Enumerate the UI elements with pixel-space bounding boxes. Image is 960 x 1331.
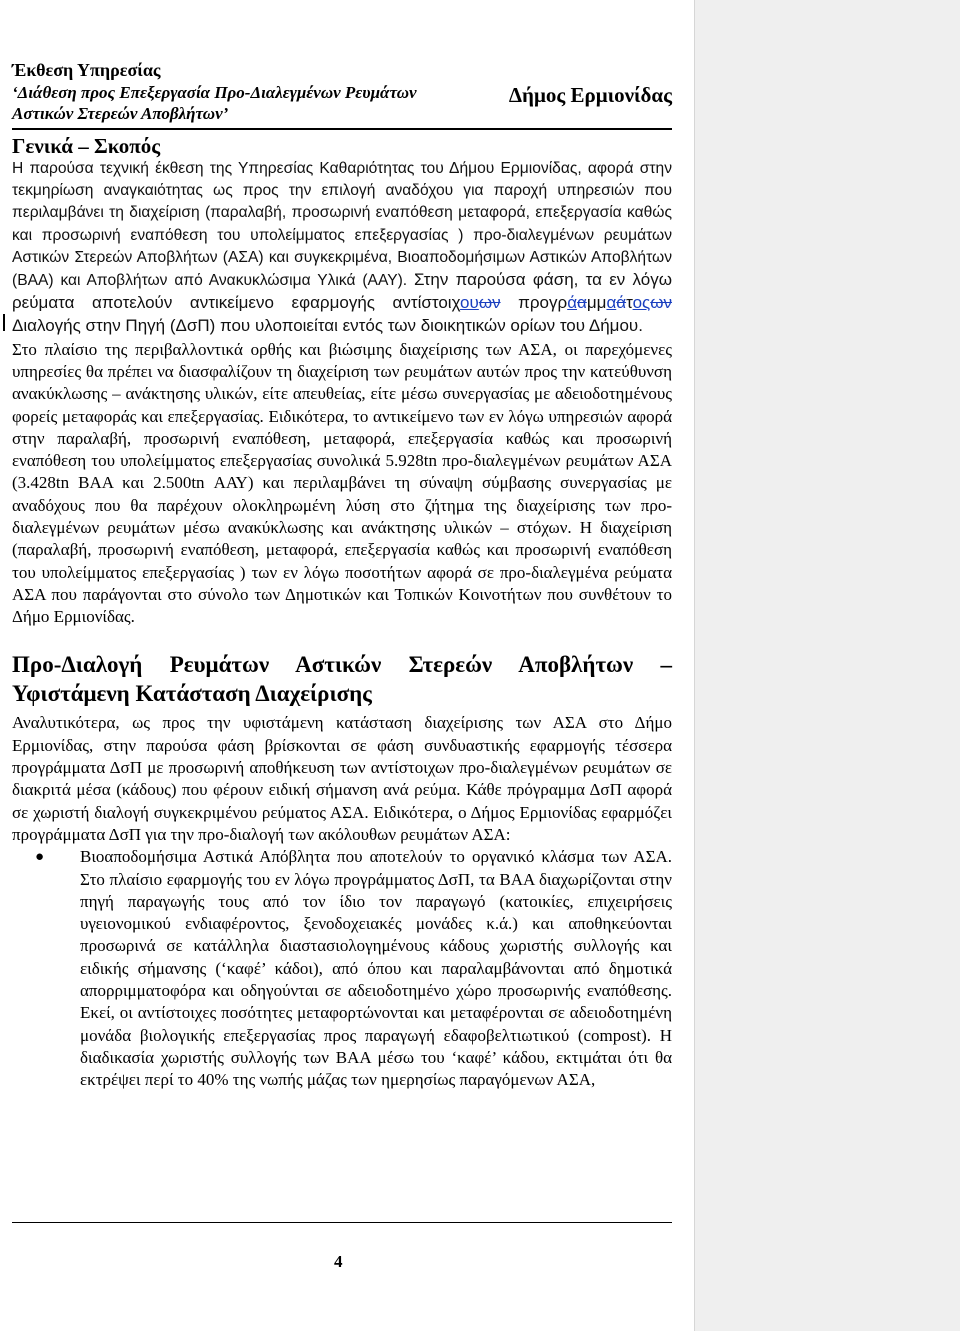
text-run: προγρ bbox=[500, 293, 568, 313]
markup-margin-pane bbox=[694, 0, 960, 1331]
bullet-icon: ● bbox=[35, 849, 45, 866]
list-item bbox=[12, 846, 672, 1091]
header-title: Έκθεση Υπηρεσίας bbox=[12, 60, 161, 80]
deleted-text: ων bbox=[478, 293, 501, 313]
inserted-text: α bbox=[606, 293, 617, 313]
header-municipality: Δήμος Ερμιονίδας bbox=[508, 83, 672, 107]
intro-paragraph bbox=[12, 158, 672, 339]
inserted-text: ου bbox=[460, 293, 479, 313]
deleted-text: ων bbox=[650, 293, 673, 313]
bullet-list bbox=[12, 846, 672, 1091]
page-header bbox=[12, 0, 672, 130]
deleted-text: ά bbox=[616, 293, 627, 313]
body-paragraph: Αναλυτικότερα, ως προς την υφιστάμενη κατάσταση διαχείρισης των ΑΣΑ στο Δήμο Ερμιονίδας, στην παρούσα φάση βρίσκονται σε φάση συνδυαστικής εφαρμογής τέσσερα προγράμματα ΔσΠ με προσωρινή αποθήκευση των αντίστοιχων προ-διαλεγμένων ρευμάτων σε διακριτά μέσα (κάδους) που φέρουν ειδική σήμανση ανά ρεύμα. Κάθε πρόγραμμα ΔσΠ αφορά σε χωριστή διαλογή συγκεκριμένου ρεύματος ΑΣΑ. Ειδικότερα, ο Δήμος Ερμιονίδας εφαρμόζει προγράμματα ΔσΠ για την προ-διαλογή των ακόλουθων ρευμάτων ΑΣΑ: bbox=[12, 713, 672, 844]
list-item-text: Βιοαποδομήσιμα Αστικά Απόβλητα που αποτελούν το οργανικό κλάσμα των ΑΣΑ. Στο πλαίσιο εφαρμογής του εν λόγω προγράμματος ΔσΠ, τα ΒΑΑ διαχωρίζονται στην πηγή παραγωγής τους από τον ίδιο τον παραγωγό (κατοικίες, επιχειρήσεις υγειονομικού ενδιαφέροντος, ξενοδοχειακές μονάδες κ.ά.) και αποθηκεύονται προσωρινά σε κατάλληλα διαστασιολογημένους κάδους χωριστής συλλογής και ειδικής σήμανσης (‘καφέ’ κάδοι), από όπου και παραλαμβάνονται από δημοτικά απορριμματοφόρα και οδηγούνται σε αδειοδοτημένο χώρο προσωρινής εναπόθεσης. Εκεί, οι αντίστοιχες ποσότητες μεταφορτώνονται και μεταφέρονται σε αδειοδοτημένη μονάδα βιολογικής επεξεργασίας προς παραγωγή εδαφοβελτιωτικού (compost). Η διαδικασία χωριστής συλλογής των ΒΑΑ μέσω του ‘καφέ’ κάδου, εκτιμάται ότι θα εκτρέψει περί το 40% της νωπής μάζας των ημερησίως παραγόμενων ΑΣΑ, bbox=[80, 847, 672, 1090]
header-subtitle: ‘Διάθεση προς Επεξεργασία Προ-Διαλεγμένων Ρευμάτων Αστικών Στερεών Αποβλήτων’ bbox=[12, 83, 417, 123]
inserted-text: ά bbox=[567, 293, 578, 313]
text-run: Διαλογής στην Πηγή (ΔσΠ) που υλοποιείται εντός των διοικητικών ορίων του Δήμου. bbox=[12, 316, 643, 336]
footer-rule bbox=[12, 1222, 672, 1223]
text-run: τ bbox=[626, 293, 633, 313]
section-heading-general: Γενικά – Σκοπός bbox=[12, 134, 161, 158]
change-bar bbox=[3, 314, 5, 331]
deleted-text: α bbox=[577, 293, 587, 313]
inserted-text: ος bbox=[632, 293, 651, 313]
page-number: 4 bbox=[334, 1252, 343, 1271]
section-heading-pre-sorting: Προ-Διαλογή Ρευμάτων Αστικών Στερεών Αποβλήτων – Υφιστάμενη Κατάσταση Διαχείρισης bbox=[12, 652, 672, 707]
page-content bbox=[12, 0, 672, 1092]
intro-text: Η παρούσα τεχνική έκθεση της Υπηρεσίας Καθαριότητας του Δήμου Ερμιονίδας, αφορά στην τεκμηρίωση αναγκαιότητας ως προς την επιλογή αναδόχου για παροχή υπηρεσιών που περιλαμβάνει τη διαχείριση (παραλαβή, προσωρινή εναπόθεση μεταφορά, επεξεργασία καθώς και προσωρινή εναπόθεση του υπολείμματος επεξεργασίας ) προ-διαλεγμένων ρευμάτων Αστικών Στερεών Αποβλήτων (ΑΣΑ) και συγκεκριμένα, Βιοαποδομήσιμων Αστικών Αποβλήτων (ΒΑΑ) και Αποβλήτων από Ανακυκλώσιμα Υλικά (ΑΑΥ). bbox=[12, 160, 672, 290]
text-run: Στην παρούσα φάση, τα εν λόγω ρεύματα αποτελούν αντικείμενο εφαρμογής αντίστοιχ bbox=[12, 270, 672, 313]
body-paragraph: Στο πλαίσιο της περιβαλλοντικά ορθής και βιώσιμης διαχείρισης των ΑΣΑ, οι παρεχόμενες υπηρεσίες θα πρέπει να διασφαλίζουν τη διαχείριση των ρευμάτων αυτών προς την κατεύθυνση ανακύκλωσης – ανάκτησης υλικών, είτε απευθείας, είτε μέσω συνεργασίας με αδειοδοτημένους φορείς μεταφοράς και επεξεργασίας. Ειδικότερα, το αντικείμενο των εν λόγω υπηρεσιών αφορά στην παραλαβή, προσωρινή εναπόθεση, μεταφορά, επεξεργασία καθώς και προσωρινή εναπόθεση του υπολείμματος επεξεργασίας συνολικά 5.928tn προ-διαλεγμένων ρευμάτων ΑΣΑ (3.428tn ΒΑΑ και 2.500tn ΑΑΥ) και περιλαμβάνει τη σύναψη σύμβασης συνεργασίας με αναδόχους που θα παρέχουν ολοκληρωμένη λύση στο ζήτημα της διαχείρισης των προ-διαλεγμένων ρευμάτων μέσω ανακύκλωσης και ανάκτησης υλικών – στόχων. Η διαχείριση (παραλαβή, προσωρινή εναπόθεση, μεταφορά, επεξεργασία καθώς και προσωρινή εναπόθεση του υπολείμματος επεξεργασίας ) των εν λόγω ποσοτήτων αφορά σε προ-διαλεγμένα ρεύματα ΑΣΑ που παράγονται στο σύνολο των Δημοτικών και Τοπικών Κοινοτήτων που συνθέτουν το Δήμο Ερμιονίδας. bbox=[12, 339, 672, 627]
text-run: μμ bbox=[586, 293, 607, 313]
